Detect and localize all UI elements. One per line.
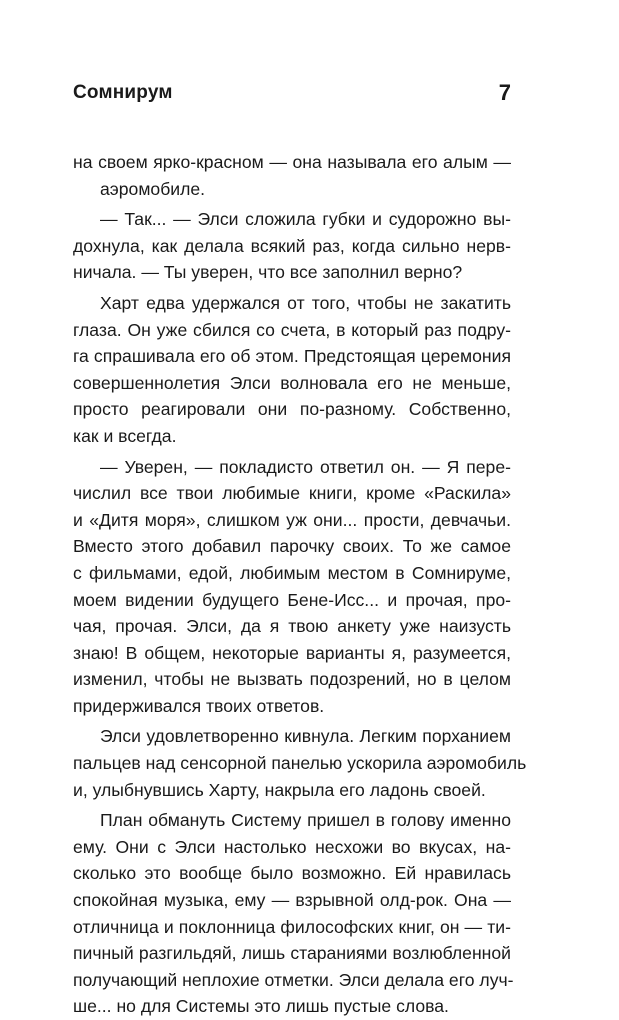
paragraph [73,454,511,720]
text-line: — Уверен, — покладисто ответил он. — Я пере- [100,456,511,477]
text-line: на своем ярко-красном — она называла его алым — [73,152,511,172]
text-line: придерживался твоих ответов. [73,695,325,716]
text-line: Вместо этого добавил парочку своих. То же самое [73,536,511,557]
text-line: спокойная музыка, ему — взрывной олд-рок. Она — [73,890,511,911]
text-line: с фильмами, едой, любимым местом в Сомнируме, [73,562,511,583]
page-header [73,82,511,112]
paragraph [73,290,511,450]
text-line: глаза. Он уже сбился со счета, в который раз подру- [73,319,511,340]
text-line: отличница и поклонница философских книг, он — ти- [73,916,511,937]
paragraph [73,807,514,1020]
text-line: ничала. — Ты уверен, что все заполнил верно? [73,262,463,283]
text-line: получающий неплохие отметки. Элси делала его луч- [73,969,514,990]
text-line: га спрашивала его об этом. Предстоящая церемония [73,346,511,367]
text-line: Элси удовлетворенно кивнула. Легким порханием [100,726,511,747]
page-number: 7 [498,80,511,105]
paragraph [73,206,511,286]
text-line: пальцев над сенсорной панелью ускорила аэромобиль [73,753,527,774]
text-line: моем видении будущего Бене-Исс... и прочая, про- [73,589,511,610]
running-title: Сомнирум [73,82,173,103]
paragraph [73,149,511,202]
body-text [73,149,527,1020]
text-line: совершеннолетия Элси волновала его не меньше, [73,372,511,393]
text-line: чая, прочая. Элси, да я твою анкету уже наизусть [73,616,511,637]
text-line: числил все твои любимые книги, кроме «Раскила» [73,483,511,504]
text-line: изменил, чтобы не вызвать подозрений, но в целом [73,669,511,690]
text-line: ше... но для Системы это лишь пустые слова. [73,996,449,1017]
text-line: План обмануть Систему пришел в голову именно [100,810,511,831]
text-line: дохнула, как делала всякий раз, когда сильно нерв- [73,235,511,256]
text-line: как и всегда. [73,425,177,446]
text-line: сколько это вообще было возможно. Ей нравилась [73,863,511,884]
text-line: Харт едва удержался от того, чтобы не закатить [100,292,511,313]
text-line: просто реагировали они по-разному. Собственно, [73,399,511,420]
text-line: — Так... — Элси сложила губки и судорожно вы- [100,209,511,230]
text-line: и, улыбнувшись Харту, накрыла его ладонь своей. [73,779,486,800]
text-line: знаю! В общем, некоторые варианты я, разумеется, [73,642,511,663]
text-line: и «Дитя моря», слишком уж они... прости, девчачьи. [73,509,511,530]
text-line: ему. Они с Элси настолько несхожи во вкусах, на- [73,836,511,857]
paragraph [73,723,527,803]
text-line: пичный разгильдяй, лишь стараниями возлюбленной [73,943,511,964]
text-line: аэромобиле. [100,178,206,199]
